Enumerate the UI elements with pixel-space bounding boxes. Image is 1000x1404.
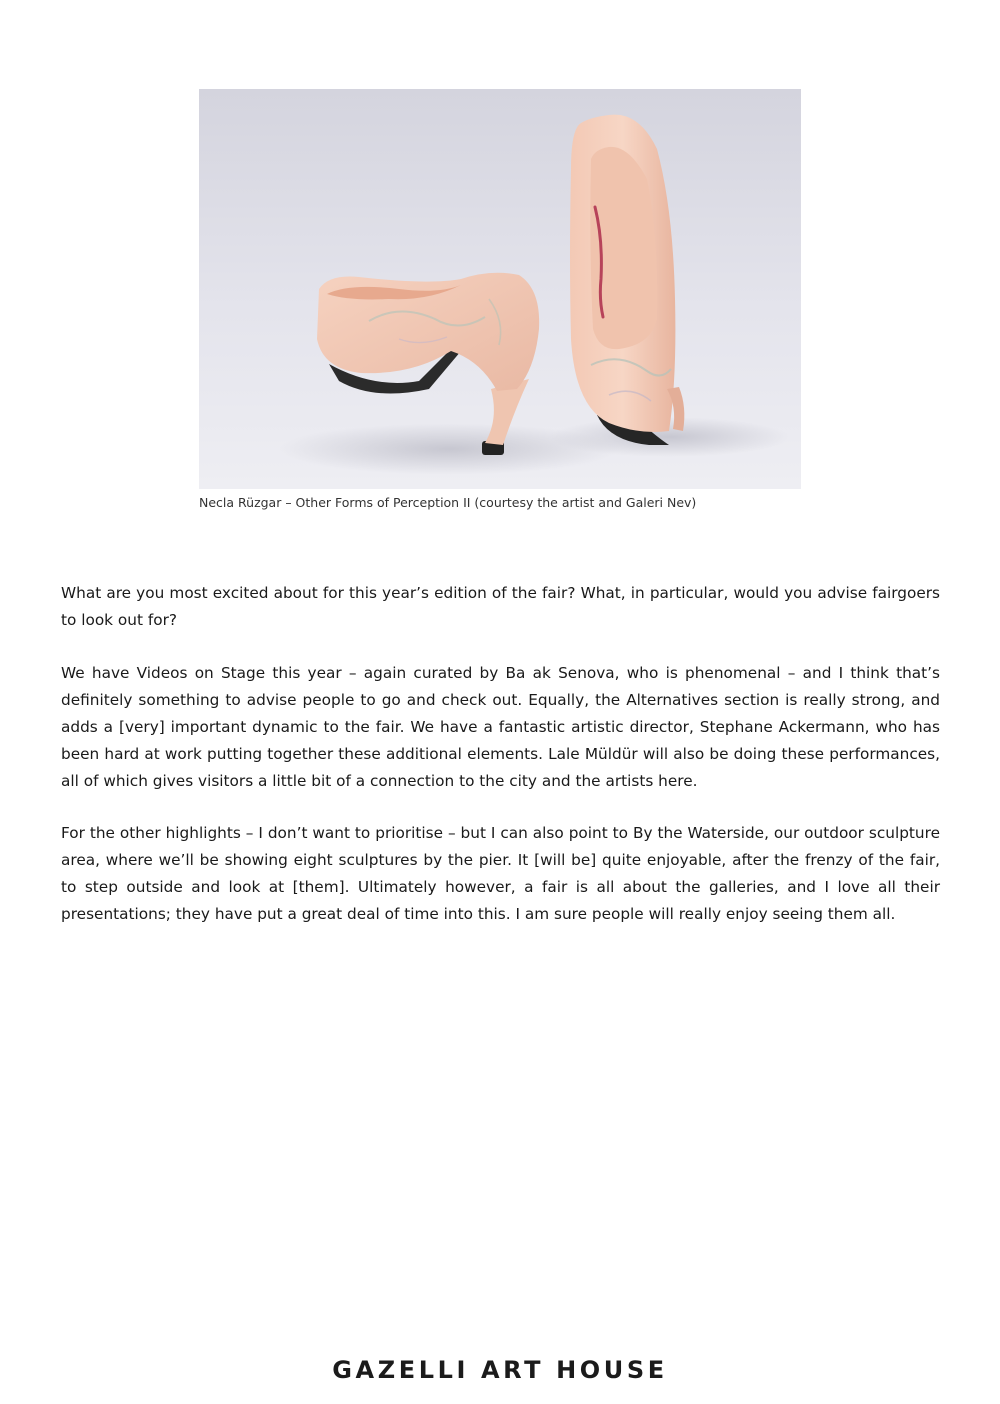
publisher-logo: GAZELLI ART HOUSE	[332, 1356, 668, 1384]
answer-paragraph: For the other highlights – I don’t want to prioritise – but I can also point to By the Waterside, our outdoor sculpture area, where we’ll be showing eight sculptures by the pier. It [will be] quite enjoyable, after the frenzy of the fair, to step outside and look at [them]. Ultimately however, a fair is all about the galleries, and I love all their presentations; they have put a great deal of time into this. I am sure people will really enjoy seeing them all.	[61, 824, 940, 923]
figure-caption: Necla Rüzgar – Other Forms of Perception II (courtesy the artist and Galeri Nev)	[199, 495, 697, 510]
answer-paragraph: We have Videos on Stage this year – again curated by Ba ak Senova, who is phenomenal – and I think that’s definitely something to advise people to go and check out. Equally, the Alternatives section is really strong, and adds a [very] important dynamic to the fair. We have a fantastic artistic director, Stephane Ackermann, who has been hard at work putting together these additional elements. Lale Müldür will also be doing these performances, all of which gives visitors a little bit of a connection to the city and the artists here.	[61, 664, 940, 790]
artwork-photo	[199, 89, 801, 489]
interview-question: What are you most excited about for this year’s edition of the fair? What, in particular, would you advise fairgoers to look out for?	[61, 584, 940, 629]
